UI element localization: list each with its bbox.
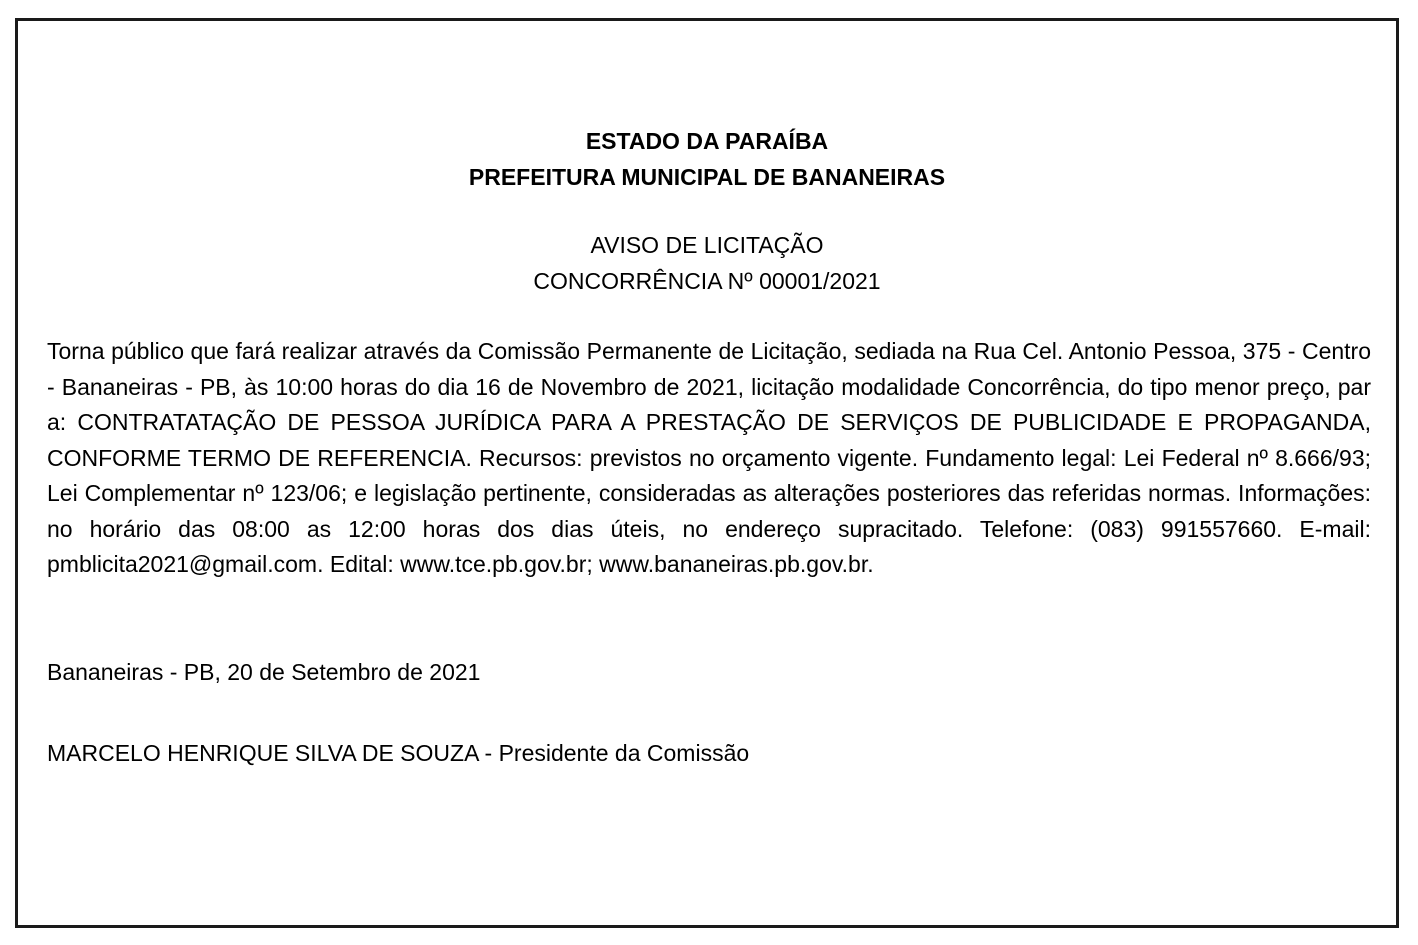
notice-subheader [18,227,1396,299]
state-title: ESTADO DA PARAÍBA [585,128,829,154]
municipality-title: PREFEITURA MUNICIPAL DE BANANEIRAS [468,164,946,190]
notice-header [18,123,1396,195]
notice-body: Torna público que fará realizar através da Comissão Permanente de Licitação, sediada na Rua Cel. Antonio Pessoa, 375 - Centro - Bananeiras - PB, às 10:00 horas do dia 16 de Novembro de 2021, licitação modalidade Concorrência, do tipo menor preço, par a: CONTRATATAÇÃO DE PESSOA JURÍDICA PARA A PRESTAÇÃO DE SERVIÇOS DE PUBLICIDADE E PROPAGANDA, CONFORME TERMO DE REFERENCIA. Recursos: previstos no orçamento vigente. Fundamento legal: Lei Federal nº 8.666/93; Lei Complementar nº 123/06; e legislação pertinente, consideradas as alterações posteriores das referidas normas. Informações: no horário das 08:00 as 12:00 horas dos dias úteis, no endereço supracitado. Telefone: (083) 991557660. E-mail: pmblicita2021@gmail.com. Edital: www.tce.pb.gov.br; www.bananeiras.pb.gov.br. [47,338,1371,577]
notice-type: AVISO DE LICITAÇÃO [590,232,824,258]
notice-frame [15,18,1399,928]
signature-line: MARCELO HENRIQUE SILVA DE SOUZA - Presidente da Comissão [47,740,750,766]
notice-number: CONCORRÊNCIA Nº 00001/2021 [533,268,881,294]
date-line: Bananeiras - PB, 20 de Setembro de 2021 [47,659,481,685]
